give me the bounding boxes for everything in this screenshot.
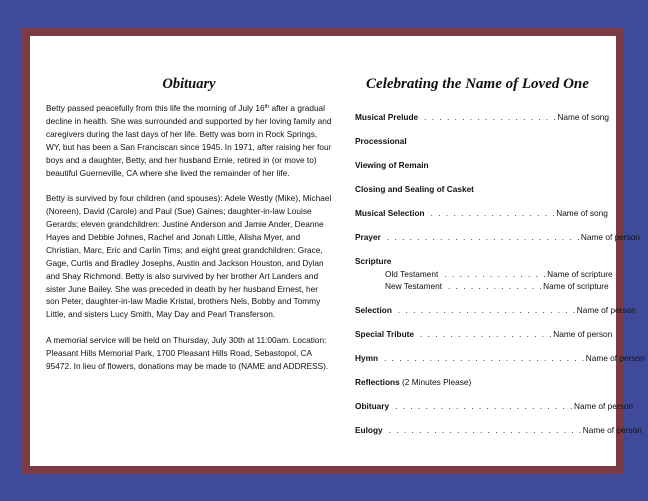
program-item-special-tribute (355, 329, 613, 353)
item-value: Name of song (556, 208, 608, 218)
item-value: Name of person (580, 232, 640, 242)
leader-dots: . . . . . . . . . . . . . . . . . . (424, 112, 558, 122)
obituary-title: Obituary (162, 76, 216, 92)
program-column (355, 76, 645, 449)
item-value: Name of person (585, 353, 645, 363)
item-label: Viewing of Remain (355, 160, 429, 170)
program-item-selection (355, 305, 636, 329)
obituary-p1-start: Betty passed peacefully from this life the morning of July 16 (46, 103, 265, 113)
leader-dots: . . . . . . . . . . . . . . . . . . . . . . . . . . (388, 425, 583, 435)
item-label: Old Testament (385, 269, 439, 279)
item-value: Name of person (573, 401, 633, 411)
program-item-closing (355, 184, 600, 208)
program-item-scripture (355, 256, 600, 269)
item-label: Selection (355, 305, 392, 315)
item-value: Name of song (557, 112, 610, 122)
item-label: Musical Selection (355, 208, 425, 218)
item-label: Reflections (355, 377, 400, 387)
obituary-paragraph-2: Betty is survived by four children (and spouses): Adele Westly (Mike), Michael (Noreen), David (Carole) and Paul (Sue) Gaines; daughter-in-law Louise Gerards; eleven grandchildren: Justine Anderson and Jamie Ander, Deanne Hayes and Debbie Johnes, Rachel and Jonah Little, Alisha Myer, and Christian, Marc, Eric and Carlin Tims; and eight great grandchildren: Grace, Gage, Curtis and Bradley Josephs, Austin and Jackson Houston, and Dylan and Shay Richmond. Betty is also survived by her brother Art Landers and sister June Bailey. She was preceded in death by her husband Ernest, her son Peter, daughter-in-law Madie Kristal, brothers Nels, Bobby and Tommy Little, and sisters Lucy Smith, May Day and Pearl Transferson. (46, 193, 332, 320)
ordinal-suffix: th (264, 104, 270, 110)
obituary-column (46, 76, 332, 386)
program-item-hymn (355, 353, 645, 377)
item-label: Special Tribute (355, 329, 415, 339)
program-item-reflections (355, 377, 600, 401)
program-item-musical-prelude (355, 112, 610, 136)
leader-dots: . . . . . . . . . . . . . . (444, 269, 548, 279)
item-label: Scripture (355, 256, 392, 266)
program-item-musical-selection (355, 208, 608, 232)
item-label: Hymn (355, 353, 379, 363)
item-label: Eulogy (355, 425, 383, 435)
item-value: Name of scripture (543, 281, 609, 291)
program-title: Celebrating the Name of Loved One (366, 76, 589, 92)
leader-dots: . . . . . . . . . . . . . . . . . . . . . . . . (395, 401, 574, 411)
leader-dots: . . . . . . . . . . . . . . . . . . . . . . . . (397, 305, 577, 315)
program-subitem-new-testament (355, 281, 609, 305)
program-item-prayer (355, 232, 640, 256)
item-label: Closing and Sealing of Casket (355, 184, 474, 194)
item-label: Prayer (355, 232, 381, 242)
item-value: Name of person (553, 329, 613, 339)
item-value: Name of person (582, 425, 642, 435)
obituary-p1-end: after a gradual decline in health. She was surrounded and supported by her loving family and caregivers during the last days of her life. Betty was born in Rock Springs, WY, but has been a San Franciscan since 1945. In 1971, after raising her four boys and a daughter, Betty, and her husband Ernie, retired in (or move to) beautiful Guerneville, CA where she lived the remainder of her life. (46, 103, 332, 178)
leader-dots: . . . . . . . . . . . . . (448, 281, 544, 291)
item-label: Processional (355, 136, 407, 146)
leader-dots: . . . . . . . . . . . . . . . . . . . . . . . . . . (386, 232, 581, 242)
program-subitem-old-testament (355, 269, 613, 281)
item-label: New Testament (385, 281, 443, 291)
item-value: Name of person (576, 305, 636, 315)
leader-dots: . . . . . . . . . . . . . . . . . . (420, 329, 554, 339)
program-item-viewing (355, 160, 600, 184)
page-border (22, 28, 645, 474)
obituary-paragraph-3: A memorial service will be held on Thursday, July 30th at 11:00am. Location: Pleasant Hills Memorial Park, 1700 Pleasant Hills Road, Sebastopol, CA 95472. In lieu of flowers, donations may be made to (NAME and ADDRESS). (46, 335, 329, 371)
item-label: Musical Prelude (355, 112, 419, 122)
program-item-obituary (355, 401, 633, 425)
obituary-paragraph-1 (46, 102, 332, 179)
item-note: (2 Minutes Please) (402, 377, 472, 387)
leader-dots: . . . . . . . . . . . . . . . . . (430, 208, 557, 218)
program-item-eulogy (355, 425, 642, 449)
item-label: Obituary (355, 401, 390, 411)
leader-dots: . . . . . . . . . . . . . . . . . . . . . . . . . . . (384, 353, 586, 363)
item-value: Name of scripture (547, 269, 613, 279)
program-page (30, 36, 645, 466)
program-item-processional (355, 136, 600, 160)
